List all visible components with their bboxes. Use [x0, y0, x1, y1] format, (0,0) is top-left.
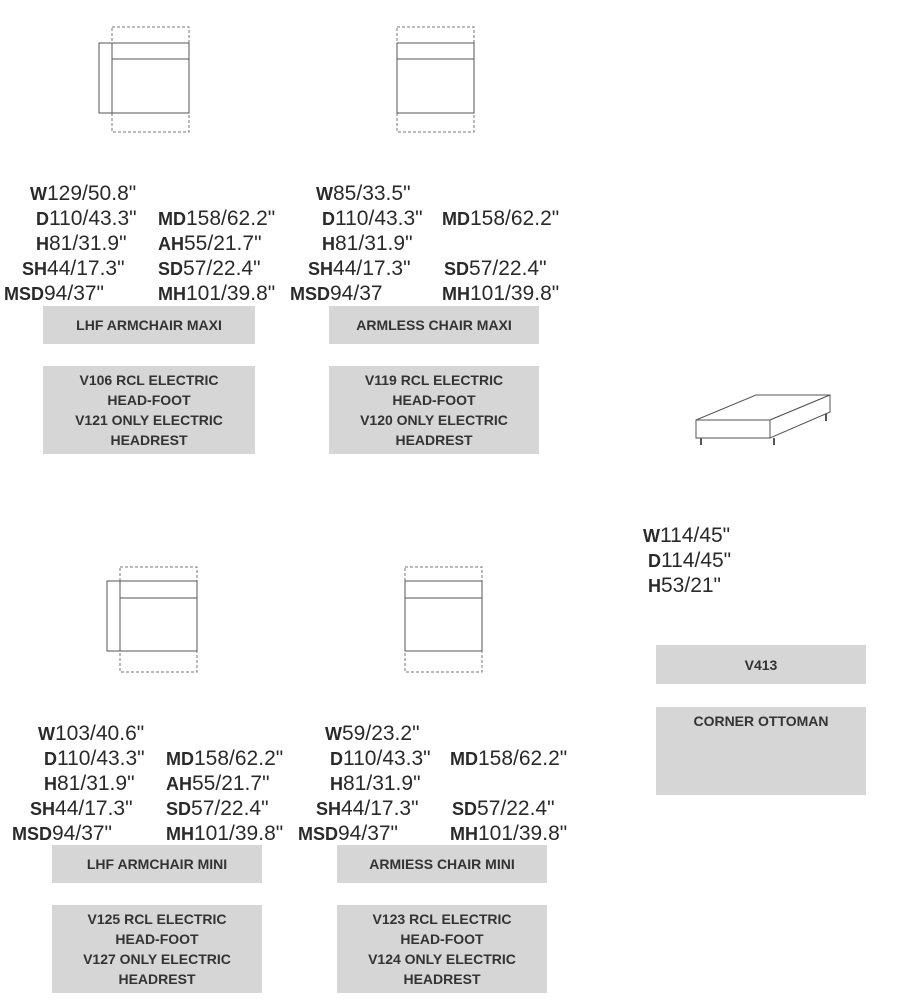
- note-line: HEAD-FOOT: [392, 392, 476, 408]
- product-name-label: LHF ARMCHAIR MINI: [52, 845, 262, 883]
- dim-H: H81/31.9": [36, 232, 127, 255]
- dim-D: D110/43.3": [322, 207, 423, 230]
- dim-MH: MH101/39.8": [450, 822, 568, 845]
- lhf-armchair-mini-plan-drawing: [103, 565, 203, 675]
- note-line: HEAD-FOOT: [115, 931, 199, 947]
- dim-MD: MD158/62.2": [166, 747, 284, 770]
- dim-H: H81/31.9": [322, 232, 413, 255]
- note-line: V127 ONLY ELECTRIC: [83, 951, 231, 967]
- note-line: V123 RCL ELECTRIC: [372, 911, 512, 927]
- dim-D: D110/43.3": [330, 747, 431, 770]
- dim-MSD: MSD94/37: [290, 282, 383, 305]
- ottoman-name-label: CORNER OTTOMAN: [656, 707, 866, 795]
- product-note-label: [52, 905, 262, 993]
- dim-W: W59/23.2": [325, 722, 420, 745]
- dim-AH: AH55/21.7": [166, 772, 270, 795]
- dim-SD: SD57/22.4": [166, 797, 269, 820]
- dim-SD: SD57/22.4": [158, 257, 261, 280]
- dim-SH: SH44/17.3": [30, 797, 133, 820]
- dim-MSD: MSD94/37": [12, 822, 113, 845]
- product-name-label: ARMIESS CHAIR MINI: [337, 845, 547, 883]
- dim-H: H81/31.9": [44, 772, 135, 795]
- product-name-label: ARMLESS CHAIR MAXI: [329, 306, 539, 344]
- dim-D: D114/45": [648, 549, 732, 572]
- note-line: V119 RCL ELECTRIC: [364, 372, 504, 388]
- dim-D: D110/43.3": [44, 747, 145, 770]
- dim-MH: MH101/39.8": [158, 282, 276, 305]
- product-note-label: [337, 905, 547, 993]
- note-line: V125 RCL ELECTRIC: [87, 911, 227, 927]
- note-line: HEADREST: [403, 971, 481, 987]
- corner-ottoman-drawing: [692, 390, 837, 450]
- dim-MD: MD158/62.2": [442, 207, 560, 230]
- dim-SH: SH44/17.3": [22, 257, 125, 280]
- dim-MSD: MSD94/37": [298, 822, 399, 845]
- dim-H: H81/31.9": [330, 772, 421, 795]
- dim-W: W114/45": [643, 524, 731, 547]
- dim-SD: SD57/22.4": [444, 257, 547, 280]
- product-note-label: [329, 366, 539, 454]
- note-line: HEADREST: [118, 971, 196, 987]
- note-line: V106 RCL ELECTRIC: [79, 372, 219, 388]
- dim-W: W85/33.5": [316, 182, 411, 205]
- dim-AH: AH55/21.7": [158, 232, 262, 255]
- dim-D: D110/43.3": [36, 207, 137, 230]
- product-note-label: [43, 366, 255, 454]
- ottoman-code-label: V413: [656, 645, 866, 684]
- armless-chair-mini-plan-drawing: [400, 565, 490, 675]
- dim-MSD: MSD94/37": [4, 282, 105, 305]
- dim-SH: SH44/17.3": [308, 257, 411, 280]
- dim-W: W129/50.8": [30, 182, 137, 205]
- dim-MD: MD158/62.2": [158, 207, 276, 230]
- armless-chair-maxi-plan-drawing: [392, 25, 482, 135]
- note-line: V124 ONLY ELECTRIC: [368, 951, 516, 967]
- lhf-armchair-maxi-plan-drawing: [95, 25, 195, 135]
- dim-SH: SH44/17.3": [316, 797, 419, 820]
- note-line: HEADREST: [110, 432, 188, 448]
- dim-SD: SD57/22.4": [452, 797, 555, 820]
- dim-H: H53/21": [648, 574, 722, 597]
- note-line: V120 ONLY ELECTRIC: [360, 412, 508, 428]
- dim-MD: MD158/62.2": [450, 747, 568, 770]
- note-line: HEAD-FOOT: [107, 392, 191, 408]
- dim-W: W103/40.6": [38, 722, 145, 745]
- note-line: V121 ONLY ELECTRIC: [75, 412, 223, 428]
- note-line: HEAD-FOOT: [400, 931, 484, 947]
- dim-MH: MH101/39.8": [166, 822, 284, 845]
- note-line: HEADREST: [395, 432, 473, 448]
- dim-MH: MH101/39.8": [442, 282, 560, 305]
- product-name-label: LHF ARMCHAIR MAXI: [43, 306, 255, 344]
